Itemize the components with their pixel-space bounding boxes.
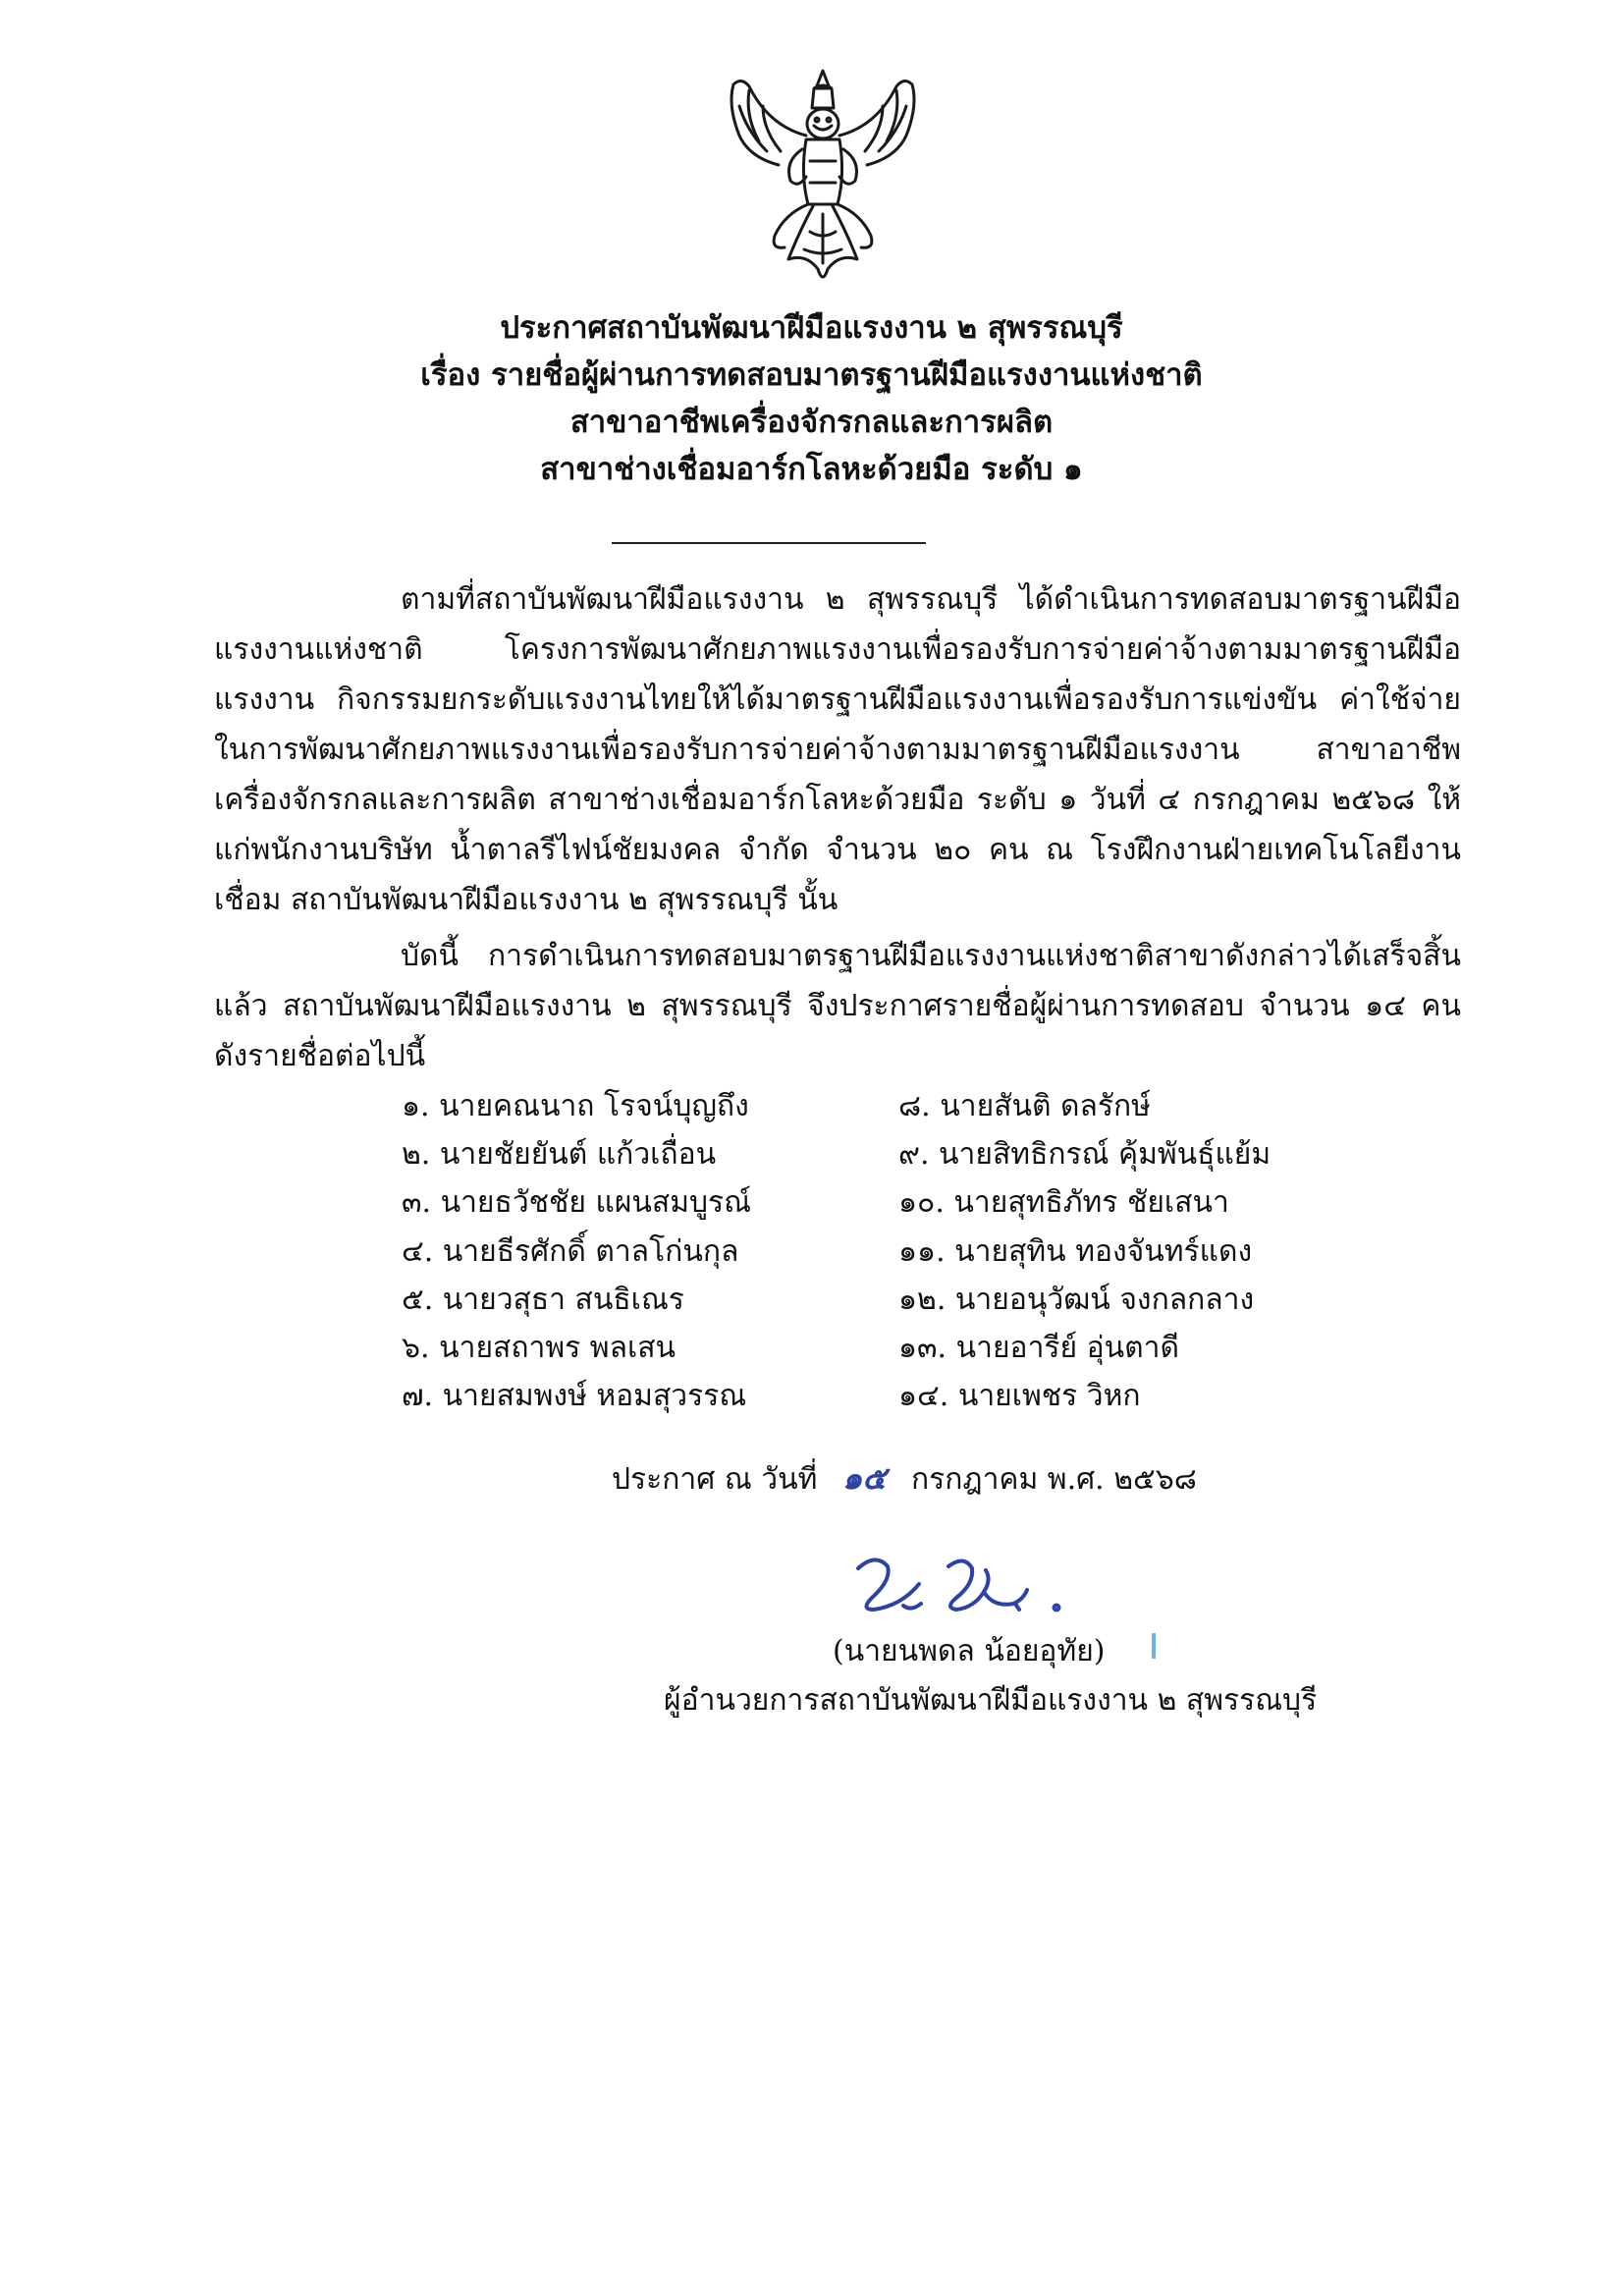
date-month-year: กรกฎาคม พ.ศ. ๒๕๖๘ — [910, 1462, 1197, 1497]
paragraph-2: บัดนี้ การดำเนินการทดสอบมาตรฐานฝีมือแรงงานแห่งชาติสาขาดังกล่าวได้เสร็จสิ้นแล้ว สถาบันพัฒนาฝีมือแรงงาน ๒ สุพรรณบุรี จึงประกาศรายชื่อผู้ผ่านการทดสอบ จำนวน ๑๔ คน ดังรายชื่อต่อไปนี้ — [214, 939, 1461, 1073]
header-divider — [612, 542, 926, 544]
handwritten-day: ๑๕ — [841, 1459, 887, 1497]
list-item: ๑. นายคณนาถ โรจน์บุญถึง — [402, 1089, 749, 1123]
list-item: ๘. นายสันติ ดลรักษ์ — [898, 1089, 1151, 1123]
list-item: ๑๐. นายสุทธิภัทร ชัยเสนา — [898, 1185, 1229, 1221]
date-prefix: ประกาศ ณ วันที่ — [612, 1462, 818, 1497]
signer-title: ผู้อำนวยการสถาบันพัฒนาฝีมือแรงงาน ๒ สุพรรณบุรี — [664, 1683, 1318, 1718]
list-item: ๙. นายสิทธิกรณ์ คุ้มพันธุ์แย้ม — [898, 1137, 1271, 1173]
handwritten-signature — [846, 1547, 1141, 1625]
announcement-header — [0, 304, 1623, 493]
header-subject: เรื่อง รายชื่อผู้ผ่านการทดสอบมาตรฐานฝีมือแรงงานแห่งชาติ — [420, 357, 1203, 393]
names-list-right — [898, 1082, 1448, 1420]
list-item: ๑๓. นายอารีย์ อุ่นตาดี — [898, 1331, 1179, 1366]
ink-mark — [1152, 1633, 1156, 1659]
list-item: ๕. นายวสุธา สนธิเณร — [402, 1282, 684, 1317]
header-line-1: ประกาศสถาบันพัฒนาฝีมือแรงงาน ๒ สุพรรณบุรี — [500, 310, 1123, 346]
announcement-date — [612, 1453, 1197, 1503]
list-item: ๑๔. นายเพชร วิหก — [898, 1379, 1141, 1414]
list-item: ๓. นายธวัชชัย แผนสมบูรณ์ — [402, 1185, 752, 1221]
header-branch: สาขาช่างเชื่อมอาร์กโลหะด้วยมือ ระดับ ๑ — [540, 452, 1083, 487]
header-field: สาขาอาชีพเครื่องจักรกลและการผลิต — [569, 405, 1054, 440]
signer-name: (นายนพดล น้อยอุทัย) — [833, 1634, 1106, 1668]
names-list-left — [402, 1082, 951, 1420]
list-item: ๑๒. นายอนุวัฒน์ จงกลกลาง — [898, 1282, 1255, 1317]
list-item: ๗. นายสมพงษ์ หอมสุวรรณ — [402, 1379, 747, 1414]
list-item: ๖. นายสถาพร พลเสน — [402, 1331, 676, 1366]
garuda-emblem-icon — [720, 67, 926, 295]
paragraph-1: ตามที่สถาบันพัฒนาฝีมือแรงงาน ๒ สุพรรณบุรี ได้ดำเนินการทดสอบมาตรฐานฝีมือแรงงานแห่งชาติ โครงการพัฒนาศักยภาพแรงงานเพื่อรองรับการจ่ายค่าจ้างตามมาตรฐานฝีมือแรงงาน กิจกรรมยกระดับแรงงานไทยให้ได้มาตรฐานฝีมือแรงงานเพื่อรองรับการแข่งขัน ค่าใช้จ่ายในการพัฒนาศักยภาพแรงงานเพื่อรองรับการจ่ายค่าจ้างตามมาตรฐานฝีมือแรงงาน สาขาอาชีพเครื่องจักรกลและการผลิต สาขาช่างเชื่อมอาร์กโลหะด้วยมือ ระดับ ๑ วันที่ ๔ กรกฎาคม ๒๕๖๘ ให้แก่พนักงานบริษัท น้ำตาลรีไฟน์ชัยมงคล จำกัด จำนวน ๒๐ คน ณ โรงฝึกงานฝ่ายเทคโนโลยีงานเชื่อม สถาบันพัฒนาฝีมือแรงงาน ๒ สุพรรณบุรี นั้น — [214, 582, 1461, 917]
list-item: ๑๑. นายสุทิน ทองจันทร์แดง — [898, 1233, 1253, 1269]
list-item: ๒. นายชัยยันต์ แก้วเถื่อน — [402, 1137, 717, 1173]
list-item: ๔. นายธีรศักดิ์ ตาลโก่นกุล — [402, 1233, 739, 1269]
